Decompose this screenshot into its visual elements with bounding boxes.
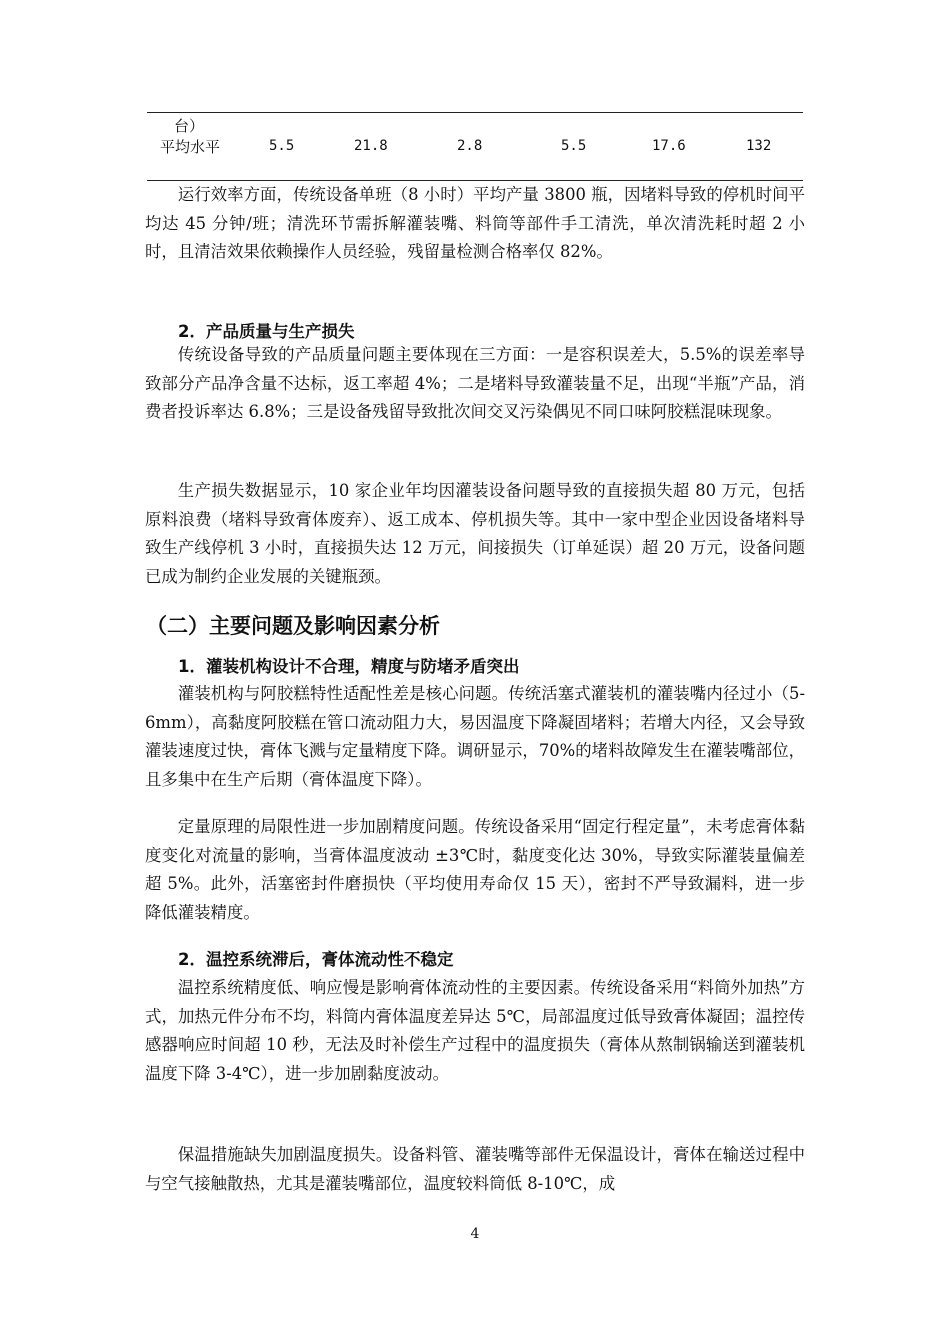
paragraph-loss: 生产损失数据显示，10 家企业年均因灌装设备问题导致的直接损失超 80 万元，包括原料浪费（堵料导致膏体废弃）、返工成本、停机损失等。其中一家中型企业因设备堵料导致生产线停机 3 小时，直接损失达 12 万元，间接损失（订单延误）超 20 万元，设备问题已成为制约企业发展的关键瓶颈。	[145, 481, 805, 586]
paragraph-efficiency: 运行效率方面，传统设备单班（8 小时）平均产量 3800 瓶，因堵料导致的停机时间平均达 45 分钟/班；清洗环节需拆解灌装嘴、料筒等部件手工清洗，单次清洗耗时超 2 小时，且清洁效果依赖操作人员经验，残留量检测合格率仅 82%。	[145, 185, 805, 261]
table-cell: 5.5	[561, 138, 587, 154]
table-row-label: 平均水平	[160, 138, 221, 156]
paragraph-quality: 传统设备导致的产品质量问题主要体现在三方面：一是容积误差大，5.5%的误差率导致部分产品净含量不达标，返工率超 4%；二是堵料导致灌装量不足，出现“半瓶”产品，消费者投诉率达 6.8%；三是设备残留导致批次间交叉污染偶见不同口味阿胶糕混味现象。	[145, 345, 805, 421]
table-cell: 132	[746, 138, 772, 154]
heading-quality-loss: 2．产品质量与生产损失	[178, 322, 355, 341]
table-top-rule	[147, 112, 803, 113]
table-cont-cell: 台）	[174, 117, 205, 135]
heading-mechanism: 1．灌装机构设计不合理，精度与防堵矛盾突出	[178, 657, 520, 676]
table-cell: 17.6	[652, 138, 686, 154]
table-cell: 2.8	[457, 138, 483, 154]
paragraph-insulation: 保温措施缺失加剧温度损失。设备料管、灌装嘴等部件无保温设计，膏体在输送过程中与空气接触散热，尤其是灌装嘴部位，温度较料筒低 8-10℃，成	[145, 1145, 805, 1193]
paragraph-temperature: 温控系统精度低、响应慢是影响膏体流动性的主要因素。传统设备采用“料筒外加热”方式，加热元件分布不均，料筒内膏体温度差异达 5℃，局部温度过低导致膏体凝固；温控传感器响应时间超 10 秒，无法及时补偿生产过程中的温度损失（膏体从熬制锅输送到灌装机温度下降 3-4℃），进一步加剧黏度波动。	[145, 978, 805, 1083]
table-cell: 21.8	[354, 138, 388, 154]
paragraph-metering: 定量原理的局限性进一步加剧精度问题。传统设备采用“固定行程定量”，未考虑膏体黏度变化对流量的影响，当膏体温度波动 ±3℃时，黏度变化达 30%，导致实际灌装量偏差超 5%。此外，活塞密封件磨损快（平均使用寿命仅 15 天），密封不严导致漏料，进一步降低灌装精度。	[145, 817, 805, 922]
table-cell: 5.5	[269, 138, 295, 154]
section-heading: （二）主要问题及影响因素分析	[146, 614, 440, 638]
page-number: 4	[470, 1226, 480, 1242]
heading-temperature: 2．温控系统滞后，膏体流动性不稳定	[178, 950, 454, 969]
paragraph-mechanism: 灌装机构与阿胶糕特性适配性差是核心问题。传统活塞式灌装机的灌装嘴内径过小（5-6mm），高黏度阿胶糕在管口流动阻力大，易因温度下降凝固堵料；若增大内径，又会导致灌装速度过快，膏体飞溅与定量精度下降。调研显示，70%的堵料故障发生在灌装嘴部位，且多集中在生产后期（膏体温度下降）。	[145, 684, 805, 789]
